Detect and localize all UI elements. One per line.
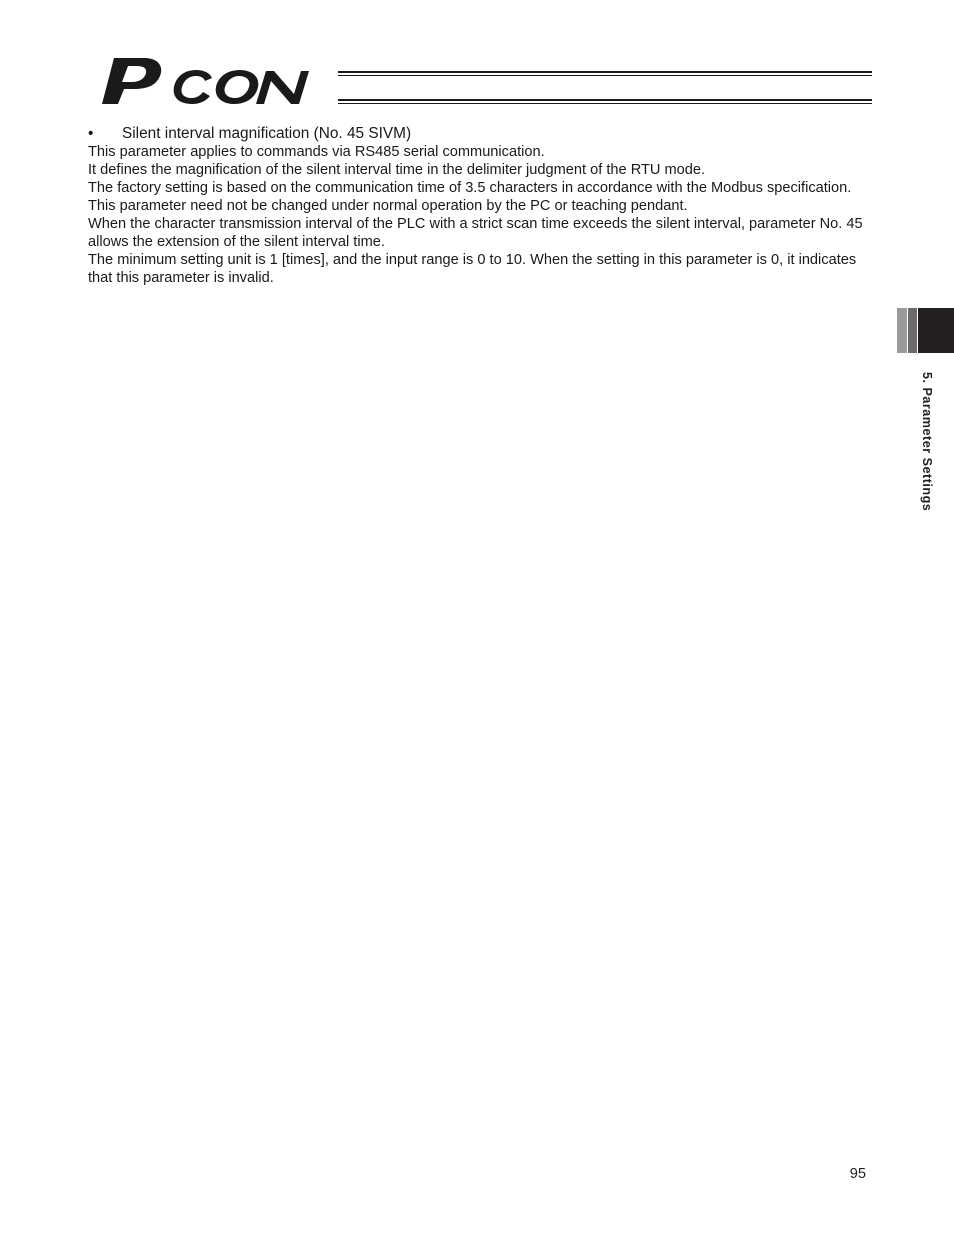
paragraph-setting-range: The minimum setting unit is 1 [times], and the input range is 0 to 10. When the setting in this parameter is 0, it indicates that this parameter is invalid. — [88, 252, 857, 286]
header-rule-bottom — [338, 99, 872, 101]
header-rule-top — [338, 71, 872, 73]
paragraph-definition: It defines the magnification of the silent interval time in the delimiter judgment of the RTU mode. — [88, 162, 706, 178]
main-content — [88, 124, 872, 287]
pcon-logo — [100, 56, 340, 108]
header-rule-bottom-thin — [338, 103, 872, 104]
chapter-tab-stripe-light — [897, 308, 907, 353]
chapter-side-label: 5. Parameter Settings — [920, 372, 934, 512]
section-heading: Silent interval magnification (No. 45 SIVM) — [122, 125, 412, 142]
paragraph-normal-operation: This parameter need not be changed under normal operation by the PC or teaching pendant. — [88, 198, 688, 214]
section-heading-row — [88, 124, 872, 143]
bullet-icon: • — [88, 125, 94, 142]
paragraph-plc-extension: When the character transmission interval of the PLC with a strict scan time exceeds the silent interval, parameter No. 45 allows the extension of the silent interval time. — [88, 216, 863, 250]
page-number: 95 — [849, 1166, 866, 1182]
paragraph-factory-setting: The factory setting is based on the communication time of 3.5 characters in accordance with the Modbus specification. — [88, 180, 852, 196]
header-rule-top-thin — [338, 75, 872, 76]
chapter-tab-stripe-mid — [908, 308, 917, 353]
chapter-tab-marker — [918, 308, 954, 353]
paragraph-rs485: This parameter applies to commands via RS485 serial communication. — [88, 144, 545, 160]
